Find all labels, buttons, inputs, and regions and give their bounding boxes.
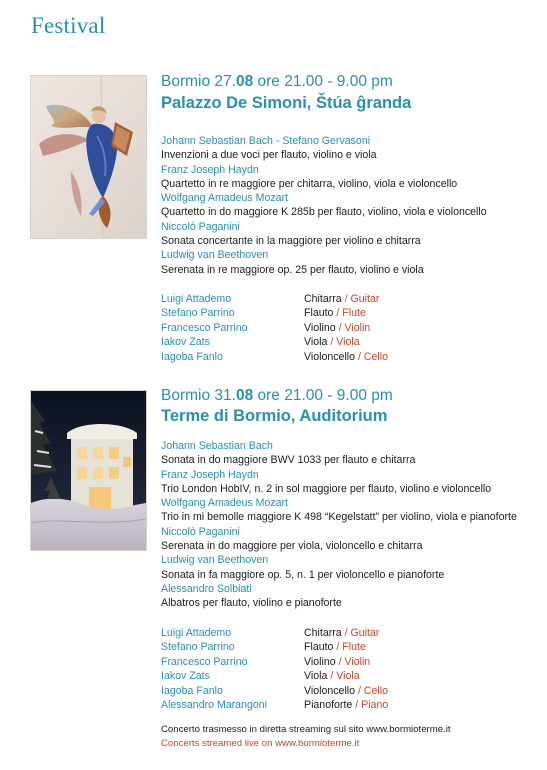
program-list (161, 439, 517, 611)
instrument-en: Violin (344, 321, 371, 334)
instrument-separator: / (335, 321, 345, 334)
instrument-separator: / (355, 684, 364, 697)
date-month: 08 (235, 387, 254, 404)
performer-name: Francesco Parrino (161, 321, 248, 334)
instrument (304, 640, 366, 654)
instrument-it: Viola (304, 670, 328, 683)
performer-name: Francesco Parrino (161, 655, 248, 668)
instrument (304, 335, 360, 349)
composer-name: Niccolò Paganini (161, 220, 240, 233)
instrument-en: Flute (342, 307, 366, 320)
instrument-en: Flute (342, 641, 366, 654)
date-prefix: Bormio 27. (161, 73, 236, 90)
instrument (304, 684, 388, 698)
event-venue: Palazzo De Simoni, Štúa ĝranda (161, 94, 412, 112)
instrument-it: Viola (304, 336, 328, 349)
work-title: Trio in mi bemolle maggiore K 498 “Kegelstatt” per violino, viola e pianoforte (161, 511, 517, 524)
instrument-en: Violin (344, 655, 371, 668)
composer-name: Franz Joseph Haydn (161, 468, 259, 481)
work-title: Quartetto in re maggiore per chitarra, violino, viola e violoncello (161, 177, 458, 190)
composer-name: Johann Sebastian Bach - Stefano Gervasoni (161, 135, 371, 147)
work-title: Invenzioni a due voci per flauto, violino e viola (161, 149, 377, 162)
performer-name: Luigi Attademo (161, 293, 232, 305)
instrument-it: Violino (304, 321, 336, 334)
composer-name: Franz Joseph Haydn (161, 163, 259, 176)
instrument-it: Chitarra (304, 293, 342, 305)
performer-name: Iagoba Fanlo (161, 684, 223, 697)
instrument-separator: / (335, 655, 345, 668)
instrument-en: Viola (336, 336, 360, 349)
performer-name: Iagoba Fanlo (161, 350, 223, 363)
composer-name: Wolfgang Amadeus Mozart (161, 497, 288, 510)
instrument-separator: / (352, 698, 362, 711)
instrument-it: Pianoforte (304, 698, 353, 711)
instrument-it: Flauto (304, 641, 334, 654)
instrument-it: Violoncello (304, 684, 356, 697)
instrument (304, 350, 388, 364)
instrument-en: Piano (361, 698, 389, 711)
streaming-note-en: Concerts streamed live on www.bormioterme.it (161, 738, 360, 749)
instrument (304, 321, 370, 335)
instrument (304, 669, 360, 683)
instrument-en: Cello (363, 350, 389, 363)
composer-name: Alessandro Solbiati (161, 582, 252, 595)
instrument (304, 292, 379, 306)
instrument-en: Viola (336, 670, 360, 683)
date-prefix: Bormio 31. (161, 387, 236, 404)
work-title: Sonata concertante in la maggiore per violino e chitarra (161, 235, 421, 248)
work-title: Sonata in do maggiore BWV 1033 per flauto e chitarra (161, 454, 416, 467)
instrument-separator: / (341, 627, 351, 639)
instrument-it: Violino (304, 655, 336, 668)
performer-name: Iakov Zats (161, 670, 210, 683)
event-venue: Terme di Bormio, Auditorium (161, 407, 388, 425)
streaming-note-it: Concerto trasmesso in diretta streaming sul sito www.bormioterme.it (161, 724, 451, 735)
work-title: Albatros per flauto, violino e pianoforte (161, 597, 342, 610)
event-image-fresco (31, 76, 146, 238)
performer-name: Luigi Attademo (161, 627, 232, 639)
instrument (304, 655, 370, 669)
date-time: ore 21.00 - 9.00 pm (253, 73, 393, 90)
instrument-separator: / (327, 670, 337, 683)
instrument-separator: / (355, 350, 364, 363)
instrument (304, 698, 388, 712)
work-title: Serenata in do maggiore per viola, violoncello e chitarra (161, 540, 423, 553)
composer-name: Ludwig van Beethoven (161, 554, 269, 567)
performer-name: Stefano Parrino (161, 641, 235, 654)
event-image-night-building (31, 391, 146, 550)
work-title: Quartetto in do maggiore K 285b per flauto, violino, viola e violoncello (161, 206, 487, 219)
work-title: Sonata in fa maggiore op. 5, n. 1 per violoncello e pianoforte (161, 568, 445, 581)
instrument-it: Chitarra (304, 627, 342, 639)
event-date (161, 73, 393, 91)
instrument-it: Flauto (304, 307, 334, 320)
work-title: Trio London HobIV, n. 2 in sol maggiore per flauto, violino e violoncello (161, 482, 492, 495)
composer-name: Johann Sebastian Bach (161, 440, 273, 452)
instrument-separator: / (341, 293, 351, 305)
instrument-en: Cello (363, 684, 389, 697)
instrument-separator: / (327, 336, 337, 349)
composer-name: Wolfgang Amadeus Mozart (161, 192, 288, 205)
performer-name: Stefano Parrino (161, 307, 235, 320)
work-title: Serenata in re maggiore op. 25 per flauto, violino e viola (161, 263, 424, 276)
instrument-separator: / (333, 307, 343, 320)
program-list (161, 134, 487, 277)
instrument-en: Guitar (350, 293, 380, 305)
performer-name: Iakov Zats (161, 336, 210, 349)
instrument (304, 626, 379, 640)
instrument-en: Guitar (350, 627, 380, 639)
page-title: Festival (31, 13, 106, 38)
instrument-it: Violoncello (304, 350, 356, 363)
instrument-separator: / (333, 641, 343, 654)
date-month: 08 (235, 73, 254, 90)
performer-name: Alessandro Marangoni (161, 698, 267, 711)
date-time: ore 21.00 - 9.00 pm (253, 387, 393, 404)
instrument (304, 306, 366, 320)
event-date (161, 387, 393, 405)
composer-name: Ludwig van Beethoven (161, 249, 269, 262)
composer-name: Niccolò Paganini (161, 525, 240, 538)
